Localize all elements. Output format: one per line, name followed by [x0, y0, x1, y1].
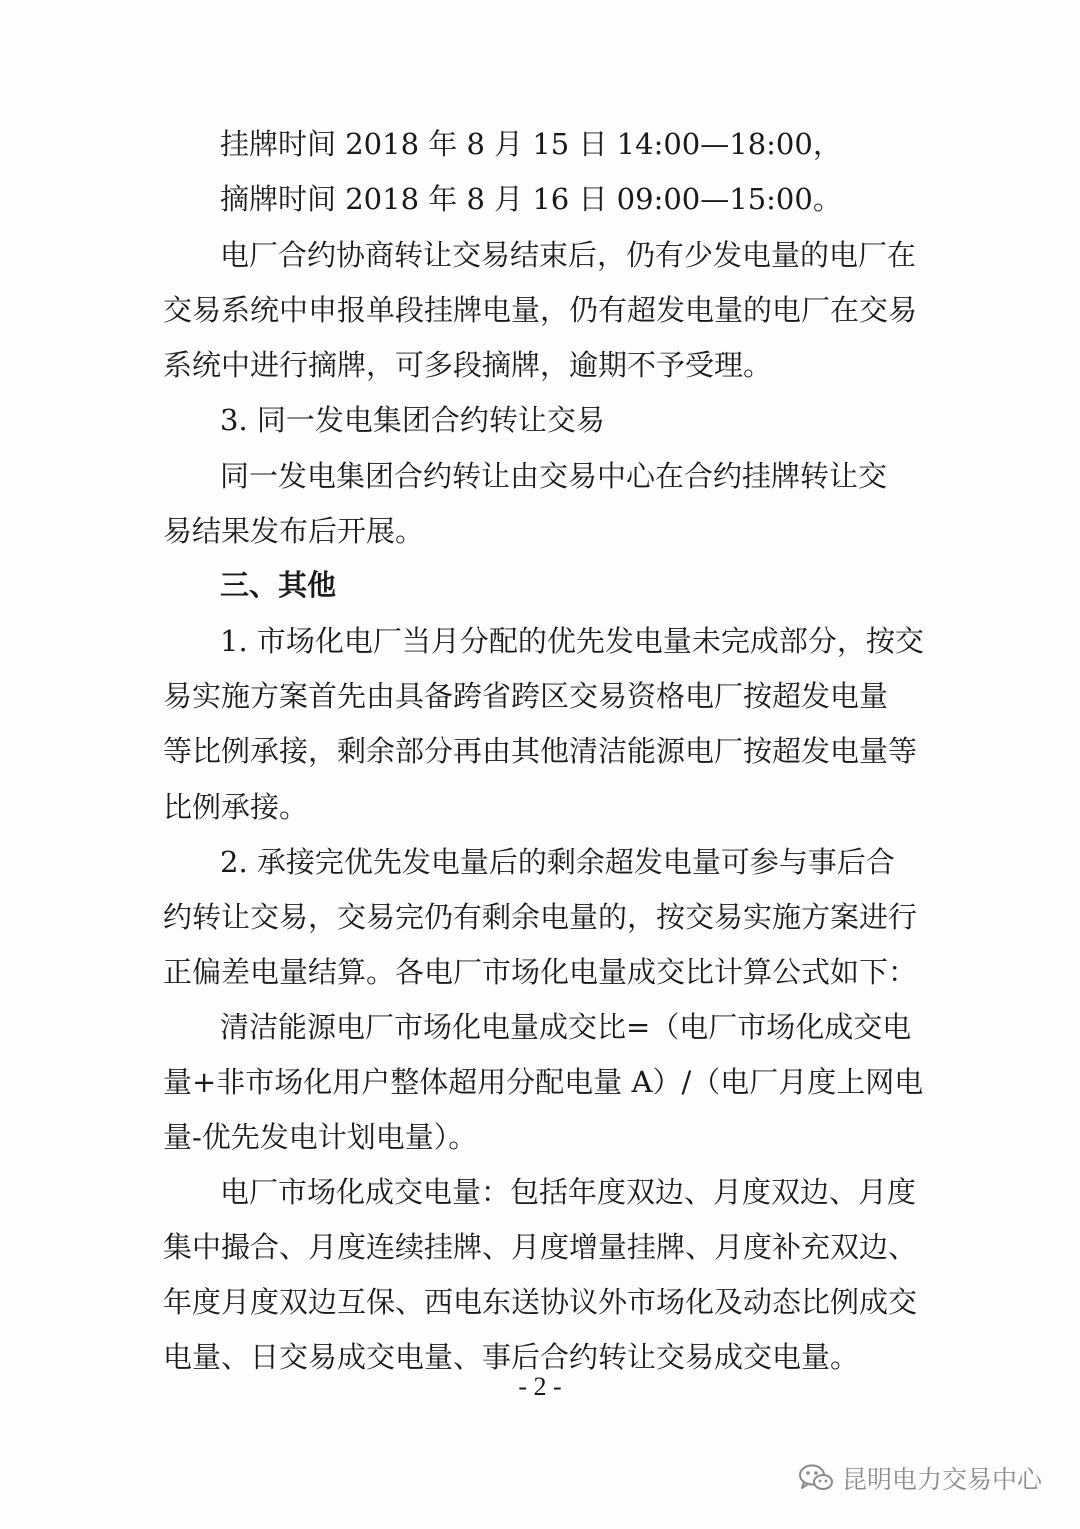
text-line: 摘牌时间 2018 年 8 月 16 日 09:00—15:00。 — [220, 182, 842, 216]
section-heading: 三、其他 — [220, 568, 337, 602]
text-line: 电厂合约协商转让交易结束后，仍有少发电量的电厂在 — [220, 238, 917, 272]
wechat-icon — [798, 1463, 834, 1493]
text-line: 比例承接。 — [163, 790, 309, 824]
text-line: 清洁能源电厂市场化电量成交比=（电厂市场化成交电 — [220, 1010, 912, 1044]
text-line: 易实施方案首先由具备跨省跨区交易资格电厂按超发电量 — [163, 679, 889, 713]
text-line: 1. 市场化电厂当月分配的优先发电量未完成部分，按交 — [220, 624, 924, 658]
text-line: 同一发电集团合约转让由交易中心在合约挂牌转让交 — [220, 459, 888, 493]
text-line: 等比例承接，剩余部分再由其他清洁能源电厂按超发电量等 — [163, 734, 918, 768]
text-line: 电量、日交易成交电量、事后合约转让交易成交电量。 — [163, 1340, 860, 1374]
text-line: 年度月度双边互保、西电东送协议外市场化及动态比例成交 — [163, 1285, 918, 1319]
text-line: 量-优先发电计划电量）。 — [163, 1120, 478, 1154]
text-line: 正偏差电量结算。各电厂市场化电量成交比计算公式如下： — [163, 955, 918, 989]
text-line: 量+非市场化用户整体超用分配电量 A）/（电厂月度上网电 — [163, 1065, 924, 1099]
text-line: 约转让交易，交易完仍有剩余电量的，按交易实施方案进行 — [163, 900, 918, 934]
text-line: 易结果发布后开展。 — [163, 514, 425, 548]
text-line: 电厂市场化成交电量：包括年度双边、月度双边、月度 — [220, 1175, 917, 1209]
text-line: 挂牌时间 2018 年 8 月 15 日 14:00—18:00， — [220, 127, 842, 161]
text-line: 2. 承接完优先发电量后的剩余超发电量可参与事后合 — [220, 845, 895, 879]
subsection-heading: 3. 同一发电集团合约转让交易 — [220, 403, 605, 437]
watermark — [798, 1458, 1042, 1498]
text-line: 交易系统中申报单段挂牌电量，仍有超发电量的电厂在交易 — [163, 293, 918, 327]
page-number: - 2 - — [518, 1372, 562, 1401]
watermark-text: 昆明电力交易中心 — [841, 1465, 1042, 1494]
text-line: 集中撮合、月度连续挂牌、月度增量挂牌、月度补充双边、 — [163, 1230, 918, 1264]
text-line: 系统中进行摘牌，可多段摘牌，逾期不予受理。 — [163, 348, 773, 382]
